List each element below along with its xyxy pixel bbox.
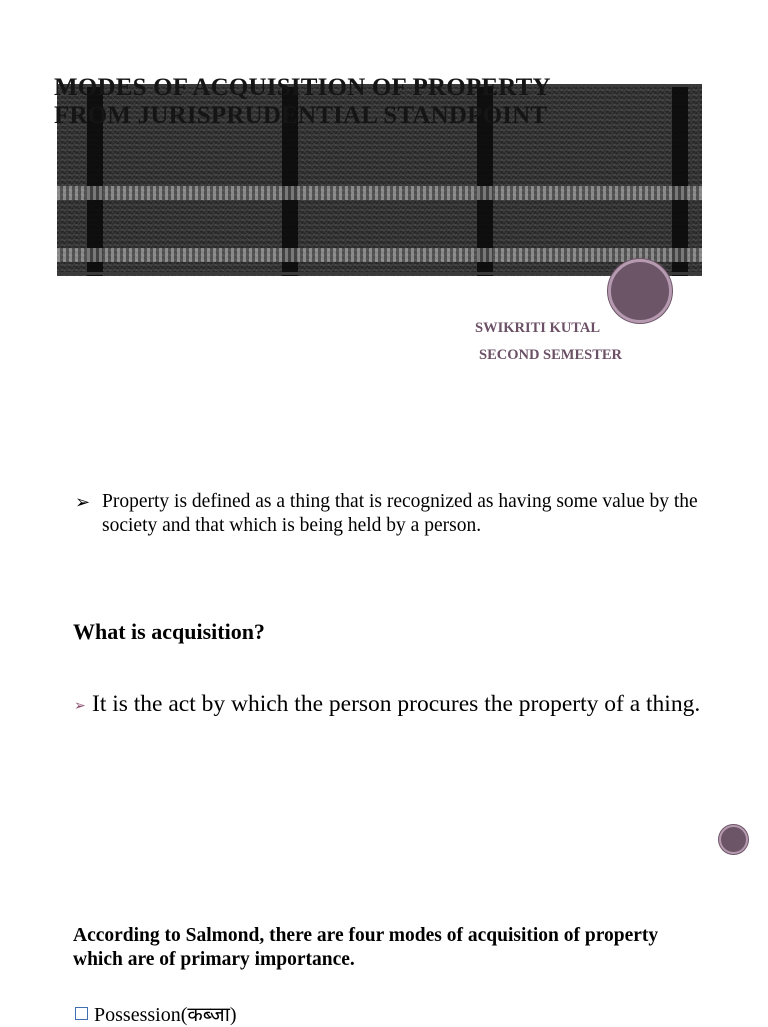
slide-title-line-2: FROM JURISPRUDENTIAL STANDPOINT: [54, 102, 548, 129]
acquisition-bullet: [74, 690, 714, 718]
definition-bullet: [75, 490, 715, 538]
salmond-statement: According to Salmond, there are four modes of acquisition of property which are of primary importance.: [73, 925, 659, 970]
slide-title-line-1: MODES OF ACQUISITION OF PROPERTY: [54, 74, 551, 101]
mode-label: Possession(कब्जा): [94, 1004, 237, 1026]
checkbox-bullet-icon: [75, 1007, 88, 1020]
list-item: [75, 1000, 237, 1027]
banner-texture-band: [57, 248, 702, 262]
arrow-bullet-icon: ➢: [74, 699, 86, 714]
banner-texture-band: [57, 186, 702, 200]
author-semester: SECOND SEMESTER: [479, 347, 623, 363]
definition-text: Property is defined as a thing that is recognized as having some value by the society and that which is being held by a person.: [102, 491, 698, 536]
author-name: SWIKRITI KUTAL: [475, 320, 601, 336]
question-heading: What is acquisition?: [73, 619, 265, 644]
decorative-circle-small: [719, 825, 748, 854]
arrow-bullet-icon: ➢: [75, 492, 91, 512]
acquisition-text: It is the act by which the person procures the property of a thing.: [92, 691, 701, 717]
slide-title: [54, 74, 551, 130]
decorative-circle-large: [608, 259, 672, 323]
banner-bottom-rule: [57, 272, 702, 275]
